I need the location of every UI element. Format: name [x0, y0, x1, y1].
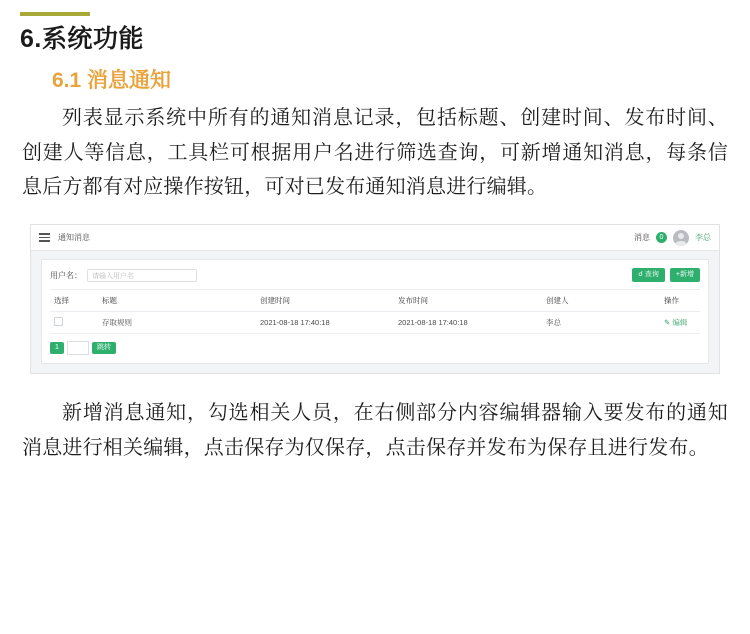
table-header-row: [50, 290, 700, 312]
search-icon: ☌: [638, 271, 643, 279]
column-published-at: 发布时间: [394, 290, 542, 312]
edit-link[interactable]: 编辑: [672, 318, 688, 328]
message-count-badge: 0: [656, 232, 667, 243]
subsection-title: 6.1 消息通知: [52, 69, 172, 92]
row-creator: 李总: [542, 312, 660, 334]
table-body: [50, 312, 700, 334]
username-filter-input[interactable]: 请输入用户名: [87, 269, 197, 282]
add-button-label: 新增: [680, 271, 694, 279]
username-filter-label: 用户名：: [50, 270, 82, 280]
search-button-label: 查询: [644, 271, 659, 279]
row-created-at: 2021-08-18 17:40:18: [256, 312, 394, 334]
row-select-cell[interactable]: [50, 312, 98, 334]
plus-icon: +: [675, 271, 680, 279]
user-name[interactable]: 李总: [695, 233, 711, 243]
add-button[interactable]: [670, 268, 700, 282]
paragraph-one: 列表显示系统中所有的通知消息记录，包括标题、创建时间、发布时间、创建人等信息，工具栏可根据用户名进行筛选查询，可新增通知消息，每条信息后方都有对应操作按钮，可对已发布通知消息进行编辑。: [22, 107, 728, 198]
heading-rule: [20, 12, 90, 16]
column-title: 标题: [98, 290, 256, 312]
notification-table: [50, 290, 700, 334]
topbar-right-group: [634, 230, 711, 246]
paragraph-two: 新增消息通知，勾选相关人员，在右侧部分内容编辑器输入要发布的通知消息进行相关编辑，点击保存为仅保存，点击保存并发布为保存且进行发布。: [22, 402, 728, 459]
row-action-cell[interactable]: [660, 312, 700, 334]
hamburger-icon[interactable]: [39, 233, 50, 242]
row-checkbox[interactable]: [54, 317, 63, 326]
page-number-1[interactable]: 1: [50, 342, 64, 354]
column-action: 操作: [660, 290, 700, 312]
app-topbar: [31, 225, 719, 251]
column-select: 选择: [50, 290, 98, 312]
page-go-button[interactable]: 跳转: [92, 342, 116, 354]
row-published-at: 2021-08-18 17:40:18: [394, 312, 542, 334]
edit-icon: ✎: [664, 318, 671, 328]
search-button[interactable]: [632, 268, 665, 282]
avatar[interactable]: [673, 230, 689, 246]
table-header: [50, 290, 700, 312]
column-created-at: 创建时间: [256, 290, 394, 312]
app-body: [31, 251, 719, 372]
toolbar-button-group: [632, 268, 700, 282]
pagination: [50, 341, 700, 355]
content-panel: [41, 259, 709, 364]
page-jump-input[interactable]: [67, 341, 89, 355]
row-title: 存取规则: [98, 312, 256, 334]
app-screenshot-figure: [30, 224, 720, 374]
filter-toolbar: [50, 268, 700, 290]
document-page: [0, 12, 750, 634]
column-creator: 创建人: [542, 290, 660, 312]
message-label[interactable]: 消息: [634, 233, 650, 243]
section-title: 6.系统功能: [20, 25, 144, 53]
breadcrumb: 通知消息: [58, 233, 90, 243]
table-row[interactable]: [50, 312, 700, 334]
